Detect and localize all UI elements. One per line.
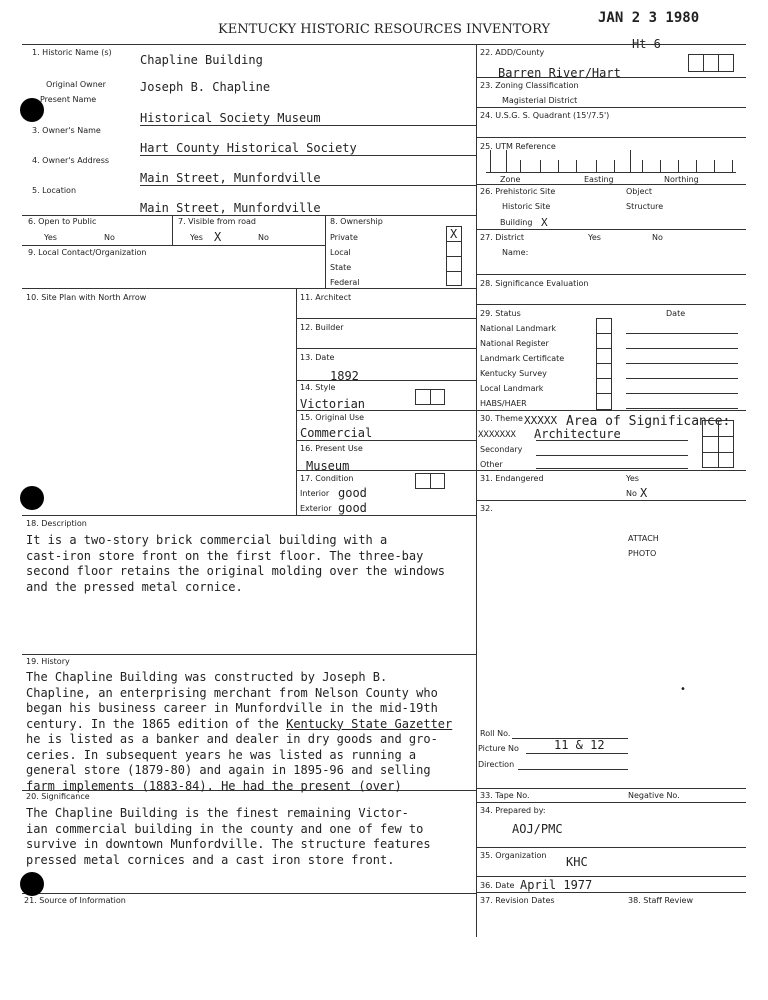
rule <box>296 318 476 319</box>
present-use-label: 16. Present Use <box>300 444 363 453</box>
rule <box>476 847 746 848</box>
open-to-public-label: 6. Open to Public <box>28 217 97 226</box>
add-county-value: Barren River/Hart <box>498 66 621 80</box>
history-line: general store (1879-80) and again in 1895-96 and selling <box>26 763 431 777</box>
form-date-value: April 1977 <box>520 878 593 892</box>
rule <box>718 420 719 468</box>
history-line-start: century. In the 1865 edition of the <box>26 716 287 731</box>
theme-label: 30. Theme <box>480 414 523 423</box>
rule <box>172 215 173 245</box>
condition-label: 17. Condition <box>300 474 354 483</box>
open-yes-label: Yes <box>44 233 57 242</box>
inventory-reference: Ht-6 <box>632 37 661 51</box>
form-title: KENTUCKY HISTORIC RESOURCES INVENTORY <box>218 22 551 37</box>
revision-dates-label: 37. Revision Dates <box>480 896 555 905</box>
rule <box>476 137 746 138</box>
rule <box>22 515 476 516</box>
prepared-by-label: 34. Prepared by: <box>480 806 546 815</box>
rule <box>296 288 297 515</box>
rule <box>536 455 688 456</box>
utm-zone-label: Zone <box>500 175 521 184</box>
significance-label: 20. Significance <box>26 792 90 801</box>
rule <box>446 271 462 272</box>
rule <box>526 753 628 754</box>
rule <box>596 378 612 379</box>
status-local-landmark: Local Landmark <box>480 384 544 393</box>
history-label: 19. History <box>26 657 70 666</box>
endangered-mark: X <box>640 486 648 500</box>
significance-line: pressed metal cornices and a cast iron store front. <box>26 852 395 867</box>
owner-name-value: Hart County Historical Society <box>140 141 357 155</box>
rule <box>642 160 643 172</box>
history-text <box>26 670 452 794</box>
utm-northing-label: Northing <box>664 175 699 184</box>
rule <box>476 892 746 893</box>
history-line: Chapline, an enterprising merchant from Nelson County who <box>26 685 438 700</box>
rule <box>490 150 491 172</box>
roll-no-label: Roll No. <box>480 729 511 738</box>
building-label: Building <box>500 218 533 227</box>
rule <box>476 788 746 789</box>
rule <box>626 333 738 334</box>
date-value: 1892 <box>330 369 359 383</box>
rule <box>596 393 612 394</box>
style-label: 14. Style <box>300 383 336 392</box>
rule <box>140 125 476 126</box>
usgs-quadrant-label: 24. U.S.G. S. Quadrant (15'/7.5') <box>480 111 610 120</box>
historic-name-value: Chapline Building <box>140 53 263 67</box>
rule <box>430 473 431 489</box>
utm-reference-label: 25. UTM Reference <box>480 142 556 151</box>
county-code-boxes <box>688 54 734 72</box>
status-date-label: Date <box>666 309 686 318</box>
rule <box>486 172 736 173</box>
exterior-label: Exterior <box>300 504 332 513</box>
ownership-state: State <box>330 263 352 272</box>
significance-text <box>26 806 431 868</box>
other-label: Other <box>480 460 503 469</box>
rule <box>476 229 746 230</box>
location-value: Main Street, Munfordville <box>140 201 321 215</box>
historic-site-label: Historic Site <box>502 202 551 211</box>
rule <box>702 452 734 453</box>
tape-no-label: 33. Tape No. <box>480 791 530 800</box>
status-checkbox-column <box>596 318 612 410</box>
rule <box>22 654 476 655</box>
ownership-label: 8. Ownership <box>330 217 383 226</box>
endangered-yes: Yes <box>626 474 639 483</box>
description-line: and the pressed metal cornice. <box>26 579 243 594</box>
present-name-label: Present Name <box>40 95 97 104</box>
description-text <box>26 533 445 595</box>
prepared-by-value: AOJ/PMC <box>512 822 563 836</box>
ownership-private-mark: X <box>450 227 458 241</box>
owner-name-label: 3. Owner's Name <box>32 126 101 135</box>
center-divider <box>476 44 477 937</box>
description-line: It is a two-story brick commercial building with a <box>26 533 388 547</box>
rule <box>296 380 476 381</box>
ownership-private: Private <box>330 233 358 242</box>
original-owner-label: Original Owner <box>46 80 106 89</box>
visible-yes-label: Yes <box>190 233 203 242</box>
add-county-label: 22. ADD/County <box>480 48 545 57</box>
binder-hole <box>20 98 44 122</box>
rule <box>506 150 507 172</box>
rule <box>22 893 476 894</box>
status-national-register: National Register <box>480 339 549 348</box>
rule <box>446 256 462 257</box>
location-label: 5. Location <box>32 186 77 195</box>
visible-yes-mark: X <box>214 230 222 244</box>
rule <box>476 107 746 108</box>
district-no: No <box>652 233 663 242</box>
visible-no-label: No <box>258 233 269 242</box>
rule <box>476 304 746 305</box>
significance-line: survive in downtown Munfordville. The structure features <box>26 837 431 851</box>
staff-review-label: 38. Staff Review <box>628 896 693 905</box>
history-line: farm implements (1883-84). He had the present (over) <box>26 778 402 793</box>
status-landmark-certificate: Landmark Certificate <box>480 354 565 363</box>
original-use-value: Commercial <box>300 426 373 440</box>
photo-area-speck: • <box>680 684 686 695</box>
description-line: second floor retains the original molding over the windows <box>26 564 446 578</box>
rule <box>540 160 541 172</box>
rule <box>476 184 746 185</box>
present-use-value: Museum <box>306 459 350 473</box>
interior-value: good <box>338 486 367 500</box>
photo-label: PHOTO <box>628 549 657 558</box>
area-of-significance-heading: Area of Significance: <box>566 414 731 429</box>
gazetteer-title: Kentucky State Gazetter <box>286 716 453 731</box>
organization-value: KHC <box>566 855 588 869</box>
history-line: The Chapline Building was constructed by Joseph B. <box>26 670 388 684</box>
status-national-landmark: National Landmark <box>480 324 557 333</box>
status-kentucky-survey: Kentucky Survey <box>480 369 547 378</box>
rule <box>596 363 612 364</box>
rule <box>702 436 734 437</box>
rule <box>518 769 628 770</box>
endangered-no: No <box>626 489 637 498</box>
utm-easting-label: Easting <box>584 175 614 184</box>
endangered-label: 31. Endangered <box>480 474 544 483</box>
date-label: 13. Date <box>300 353 335 362</box>
picture-no-value: 11 & 12 <box>554 738 605 752</box>
rule <box>476 802 746 803</box>
received-date-stamp: JAN 2 3 1980 <box>598 10 700 26</box>
history-line: he is listed as a banker and dealer in dry goods and gro- <box>26 732 438 746</box>
attach-label: ATTACH <box>628 534 659 543</box>
history-line: ceries. In subsequent years he was listed as running a <box>26 747 417 762</box>
rule <box>718 54 719 72</box>
rule <box>626 408 738 409</box>
rule <box>296 348 476 349</box>
rule <box>660 160 661 172</box>
primary-overtype: XXXXXXX <box>478 430 516 440</box>
object-label: Object <box>626 187 653 196</box>
rule <box>476 470 746 471</box>
secondary-label: Secondary <box>480 445 523 454</box>
exterior-value: good <box>338 501 367 515</box>
rule <box>446 241 462 242</box>
significance-line: The Chapline Building is the finest remaining Victor- <box>26 806 409 820</box>
rule <box>626 348 738 349</box>
rule <box>626 363 738 364</box>
history-line: began his business career in Munfordville in the mid-19th <box>26 701 438 715</box>
significance-line: ian commercial building in the county and one of few to <box>26 821 424 836</box>
rule <box>140 155 476 156</box>
rule <box>678 160 679 172</box>
form-date-label: 36. Date <box>480 881 515 890</box>
owner-address-value: Main Street, Munfordville <box>140 171 321 185</box>
description-line: cast-iron store front on the first floor. The three-bay <box>26 548 424 563</box>
negative-no-label: Negative No. <box>628 791 680 800</box>
picture-no-label: Picture No <box>478 744 519 753</box>
visible-from-road-label: 7. Visible from road <box>178 217 256 226</box>
rule <box>596 333 612 334</box>
zoning-value: Magisterial District <box>502 96 578 105</box>
rule <box>476 876 746 877</box>
direction-label: Direction <box>478 760 515 769</box>
rule <box>520 160 521 172</box>
rule <box>696 160 697 172</box>
local-contact-label: 9. Local Contact/Organization <box>28 248 147 257</box>
description-label: 18. Description <box>26 519 87 528</box>
rule <box>576 160 577 172</box>
rule <box>732 160 733 172</box>
rule <box>22 215 476 216</box>
significance-evaluation-label: 28. Significance Evaluation <box>480 279 589 288</box>
interior-label: Interior <box>300 489 330 498</box>
builder-label: 12. Builder <box>300 323 344 332</box>
organization-label: 35. Organization <box>480 851 547 860</box>
source-of-information-label: 21. Source of Information <box>24 896 126 905</box>
rule <box>596 348 612 349</box>
original-use-label: 15. Original Use <box>300 413 365 422</box>
district-yes: Yes <box>588 233 601 242</box>
photo-field-label: 32. <box>480 504 493 513</box>
original-owner-value: Joseph B. Chapline <box>140 80 271 94</box>
rule <box>476 274 746 275</box>
rule <box>536 440 688 441</box>
rule <box>476 410 746 411</box>
rule <box>614 160 615 172</box>
rule <box>430 389 431 405</box>
rule <box>22 288 476 289</box>
rule <box>325 215 326 288</box>
ownership-local: Local <box>330 248 351 257</box>
rule <box>476 77 746 78</box>
structure-label: Structure <box>626 202 664 211</box>
style-value: Victorian <box>300 397 366 411</box>
rule <box>536 468 688 469</box>
rule <box>558 160 559 172</box>
district-label: 27. District <box>480 233 524 242</box>
status-label: 29. Status <box>480 309 521 318</box>
theme-overtype: XXXXX <box>524 414 558 427</box>
architect-label: 11. Architect <box>300 293 352 302</box>
building-mark: X <box>541 216 548 229</box>
owner-address-label: 4. Owner's Address <box>32 156 110 165</box>
status-habs-haer: HABS/HAER <box>480 399 527 408</box>
binder-hole <box>20 486 44 510</box>
zoning-label: 23. Zoning Classification <box>480 81 579 90</box>
rule <box>22 245 325 246</box>
form-top-border <box>22 44 746 45</box>
rule <box>476 500 746 501</box>
rule <box>703 54 704 72</box>
site-plan-label: 10. Site Plan with North Arrow <box>26 293 147 302</box>
present-name-value: Historical Society Museum <box>140 111 321 125</box>
ownership-federal: Federal <box>330 278 360 287</box>
rule <box>596 160 597 172</box>
binder-hole <box>20 872 44 896</box>
rule <box>296 440 476 441</box>
open-no-label: No <box>104 233 115 242</box>
district-name-label: Name: <box>502 248 529 257</box>
rule <box>630 150 631 172</box>
primary-area-value: Architecture <box>534 427 621 441</box>
historic-name-label: 1. Historic Name (s) <box>32 48 112 57</box>
prehistoric-site-label: 26. Prehistoric Site <box>480 187 556 196</box>
rule <box>626 393 738 394</box>
history-line <box>26 717 452 733</box>
rule <box>140 185 476 186</box>
rule <box>626 378 738 379</box>
rule <box>714 160 715 172</box>
